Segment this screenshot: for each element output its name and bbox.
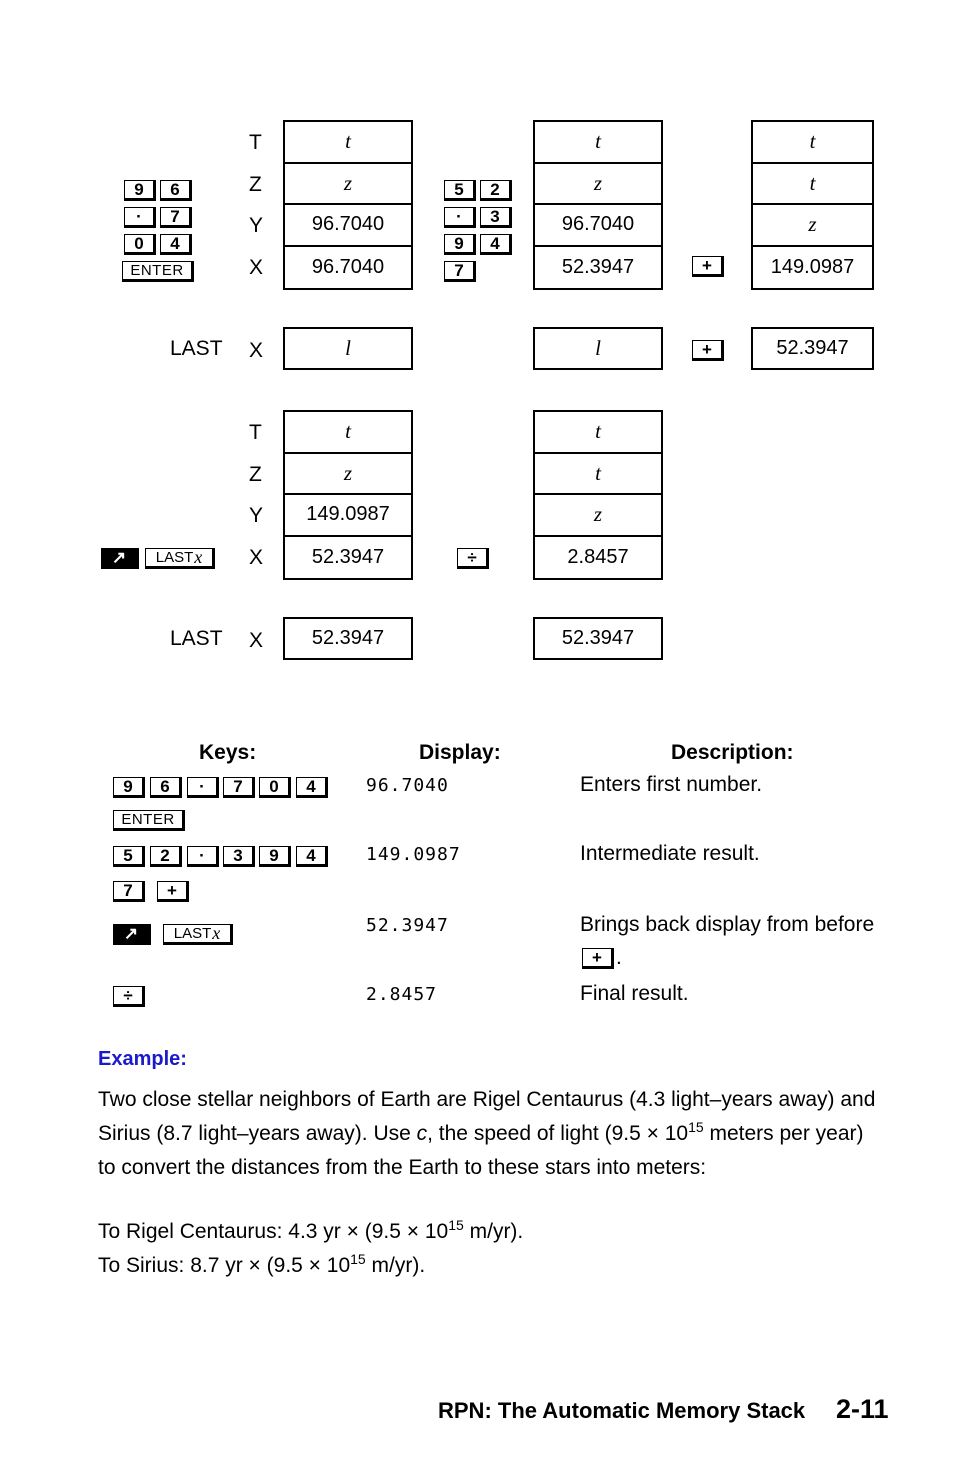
key-9: 9	[444, 234, 476, 255]
exponent: 15	[688, 1119, 704, 1135]
paragraph-line	[98, 1117, 898, 1151]
key-last-x-italic: x	[212, 923, 221, 943]
description: Final result.	[580, 982, 689, 1005]
stack-3	[751, 120, 874, 290]
key-6: 6	[160, 180, 192, 201]
last-x-cell: 52.3947	[283, 617, 413, 660]
stack-cell-y: z	[535, 495, 661, 537]
stack-2	[533, 120, 663, 290]
description: Brings back display from before	[580, 913, 875, 936]
key-right-shift: ↗	[101, 548, 139, 569]
stack-cell-z: z	[285, 454, 411, 496]
key-0: 0	[259, 777, 291, 798]
text: , the speed of light (9.5 × 10	[427, 1122, 689, 1145]
key-5: 5	[444, 180, 476, 201]
stack-cell-y: 149.0987	[285, 495, 411, 537]
sirius-formula	[98, 1249, 898, 1283]
key-3: 3	[480, 207, 512, 228]
description: Intermediate result.	[580, 842, 760, 865]
last-x-cell: 52.3947	[751, 327, 874, 370]
display-value: 96.7040	[366, 775, 449, 796]
key-7: 7	[223, 777, 255, 798]
stack-cell-z: z	[285, 164, 411, 206]
footer-section-title: RPN: The Automatic Memory Stack	[438, 1398, 806, 1423]
description: Enters first number.	[580, 773, 763, 796]
key-dot: ·	[187, 777, 219, 798]
key-9: 9	[259, 846, 291, 867]
last-label: LAST	[170, 627, 223, 650]
key-4: 4	[296, 777, 328, 798]
key-enter: ENTER	[113, 810, 185, 831]
key-dot: ·	[444, 207, 476, 228]
stack-cell-x: 149.0987	[770, 255, 855, 278]
key-last-label: LAST	[155, 549, 194, 566]
key-6: 6	[150, 777, 182, 798]
paragraph-line: Two close stellar neighbors of Earth are Rigel Centaurus (4.3 light–years away) and	[98, 1088, 876, 1111]
paragraph-line: to convert the distances from the Earth to these stars into meters:	[98, 1156, 707, 1179]
last-x-cell: l	[283, 327, 413, 370]
key-dot: ·	[124, 207, 156, 228]
last-label: LAST	[170, 337, 223, 360]
last-x-label: X	[249, 339, 264, 362]
text: Sirius (8.7 light–years away). Use	[98, 1122, 417, 1145]
stack-cell-y: 96.7040	[535, 205, 661, 247]
key-dot: ·	[187, 846, 219, 867]
key-7: 7	[160, 207, 192, 228]
label-x: X	[249, 256, 264, 279]
stack-cell-x: 96.7040	[311, 255, 385, 278]
last-x-cell: l	[533, 327, 663, 370]
example-paragraph	[98, 1083, 898, 1185]
stack-cell-x: 2.8457	[567, 545, 629, 568]
stack-cell-y: z	[753, 205, 872, 247]
text: m/yr).	[463, 1220, 524, 1243]
header-description: Description:	[671, 741, 794, 764]
label-y: Y	[249, 504, 264, 527]
key-2: 2	[480, 180, 512, 201]
key-plus: +	[157, 881, 189, 902]
key-plus: +	[582, 948, 614, 969]
page-number: 2-11	[836, 1394, 889, 1424]
key-last-label: LAST	[173, 925, 212, 942]
text: meters per year)	[703, 1122, 864, 1145]
key-9: 9	[124, 180, 156, 201]
key-2: 2	[150, 846, 182, 867]
description-end: .	[616, 946, 622, 969]
key-4: 4	[160, 234, 192, 255]
key-7: 7	[113, 881, 145, 902]
exponent: 15	[448, 1217, 464, 1233]
header-display: Display:	[419, 741, 501, 764]
label-t: T	[249, 131, 262, 154]
label-z: Z	[249, 463, 262, 486]
stack-cell-x: 52.3947	[561, 255, 635, 278]
exponent: 15	[350, 1251, 366, 1267]
key-7: 7	[444, 261, 476, 282]
key-last-x	[163, 924, 233, 945]
stack-1	[283, 120, 413, 290]
stack-cell-t: t	[753, 122, 872, 164]
stack-cell-x: 52.3947	[311, 545, 385, 568]
key-last-x	[145, 548, 215, 569]
key-4: 4	[296, 846, 328, 867]
rigel-formula	[98, 1215, 898, 1249]
last-x-cell: 52.3947	[533, 617, 663, 660]
display-value: 52.3947	[366, 915, 449, 936]
stack-5	[533, 410, 663, 580]
label-x: X	[249, 546, 264, 569]
header-keys: Keys:	[199, 741, 257, 764]
key-0: 0	[124, 234, 156, 255]
display-value: 149.0987	[366, 844, 461, 865]
stack-cell-z: z	[535, 164, 661, 206]
stack-cell-y: 96.7040	[285, 205, 411, 247]
last-x-label: X	[249, 629, 264, 652]
stack-cell-t: t	[285, 412, 411, 454]
stack-cell-t: t	[535, 122, 661, 164]
key-divide: ÷	[113, 986, 145, 1007]
speed-of-light-symbol: c	[416, 1122, 428, 1145]
stack-cell-t: t	[285, 122, 411, 164]
key-enter: ENTER	[122, 261, 194, 282]
key-divide: ÷	[457, 548, 489, 569]
label-t: T	[249, 421, 262, 444]
key-5: 5	[113, 846, 145, 867]
display-value: 2.8457	[366, 984, 438, 1005]
key-9: 9	[113, 777, 145, 798]
label-z: Z	[249, 173, 262, 196]
key-last-x-italic: x	[194, 547, 203, 567]
key-plus: +	[692, 340, 724, 361]
stack-cell-z: t	[753, 164, 872, 206]
stack-cell-t: t	[535, 412, 661, 454]
key-plus: +	[692, 256, 724, 277]
stack-cell-z: t	[535, 454, 661, 496]
key-4: 4	[480, 234, 512, 255]
example-heading: Example:	[98, 1048, 187, 1070]
text: To Rigel Centaurus: 4.3 yr × (9.5 × 10	[98, 1220, 449, 1243]
text: To Sirius: 8.7 yr × (9.5 × 10	[98, 1254, 351, 1277]
text: m/yr).	[365, 1254, 426, 1277]
key-3: 3	[223, 846, 255, 867]
key-right-shift: ↗	[113, 924, 151, 945]
stack-4	[283, 410, 413, 580]
label-y: Y	[249, 214, 264, 237]
